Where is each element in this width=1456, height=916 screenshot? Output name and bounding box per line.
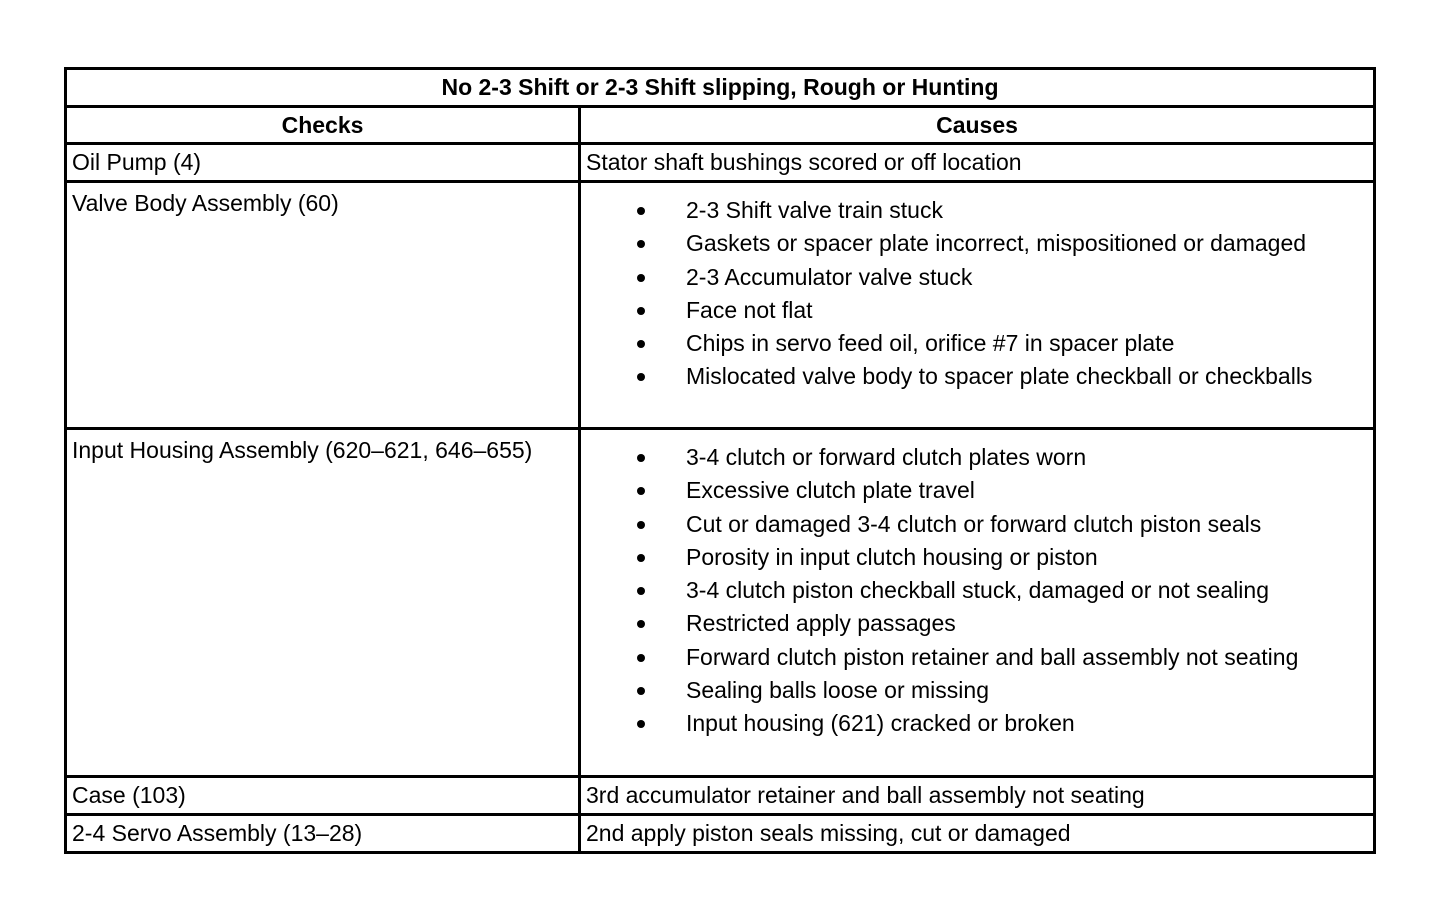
- bullet-icon: [637, 454, 645, 462]
- table-header-row: [66, 107, 1375, 144]
- cause-text: 2-3 Accumulator valve stuck: [686, 263, 973, 290]
- table-row-input-housing: [66, 429, 1375, 777]
- cause-text: 2nd apply piston seals missing, cut or damaged: [586, 820, 1071, 846]
- list-item: [581, 197, 1373, 230]
- list-item: [581, 511, 1373, 544]
- cause-cell: [580, 429, 1375, 777]
- bullet-icon: [637, 373, 645, 381]
- check-label: 2-4 Servo Assembly (13–28): [72, 820, 363, 846]
- table-row-case: [66, 777, 1375, 815]
- check-cell: [66, 144, 580, 182]
- bullet-icon: [637, 521, 645, 529]
- bullet-icon: [637, 720, 645, 728]
- check-cell: [66, 429, 580, 777]
- bullet-icon: [637, 620, 645, 628]
- cause-cell: [580, 144, 1375, 182]
- table-title-row: [66, 69, 1375, 107]
- list-item: [581, 477, 1373, 510]
- causes-list: [581, 183, 1373, 397]
- cause-text: Input housing (621) cracked or broken: [686, 710, 1075, 737]
- cause-text: Sealing balls loose or missing: [686, 677, 989, 704]
- list-item: [581, 577, 1373, 610]
- table-title: No 2-3 Shift or 2-3 Shift slipping, Rough or Hunting: [66, 69, 1375, 107]
- check-label: Oil Pump (4): [72, 149, 202, 175]
- bullet-icon: [637, 240, 645, 248]
- causes-header: Causes: [580, 107, 1375, 144]
- bullet-icon: [637, 487, 645, 495]
- cause-cell: [580, 815, 1375, 853]
- bullet-icon: [637, 587, 645, 595]
- diagnostic-table: [64, 67, 1376, 854]
- table-row-oil-pump: [66, 144, 1375, 182]
- bullet-icon: [637, 654, 645, 662]
- list-item: [581, 610, 1373, 643]
- cause-text: Restricted apply passages: [686, 610, 956, 637]
- bullet-icon: [637, 340, 645, 348]
- cause-cell: [580, 182, 1375, 429]
- cause-text: 3rd accumulator retainer and ball assembly not seating: [586, 782, 1145, 808]
- bullet-icon: [637, 554, 645, 562]
- checks-header: Checks: [66, 107, 580, 144]
- cause-text: Gaskets or spacer plate incorrect, mispositioned or damaged: [686, 230, 1307, 257]
- list-item: [581, 330, 1373, 363]
- bullet-icon: [637, 207, 645, 215]
- cause-text: Cut or damaged 3-4 clutch or forward clutch piston seals: [686, 510, 1262, 537]
- bullet-icon: [637, 274, 645, 282]
- cause-text: Forward clutch piston retainer and ball assembly not seating: [686, 643, 1299, 670]
- cause-text: 3-4 clutch or forward clutch plates worn: [686, 444, 1087, 470]
- cause-text: Porosity in input clutch housing or piston: [686, 543, 1098, 570]
- check-cell: [66, 815, 580, 853]
- cause-text: Face not flat: [686, 296, 813, 323]
- cause-cell: [580, 777, 1375, 815]
- check-label: Case (103): [72, 782, 186, 808]
- cause-text: Excessive clutch plate travel: [686, 477, 975, 504]
- bullet-icon: [637, 687, 645, 695]
- list-item: [581, 363, 1373, 396]
- table-row-servo: [66, 815, 1375, 853]
- check-cell: [66, 182, 580, 429]
- check-label: Input Housing Assembly (620–621, 646–655): [72, 437, 533, 463]
- list-item: [581, 644, 1373, 677]
- list-item: [581, 444, 1373, 477]
- cause-text: Stator shaft bushings scored or off location: [586, 149, 1022, 175]
- bullet-icon: [637, 307, 645, 315]
- list-item: [581, 710, 1373, 743]
- list-item: [581, 677, 1373, 710]
- list-item: [581, 544, 1373, 577]
- list-item: [581, 297, 1373, 330]
- causes-list: [581, 430, 1373, 744]
- list-item: [581, 230, 1373, 263]
- table-row-valve-body: [66, 182, 1375, 429]
- cause-text: 2-3 Shift valve train stuck: [686, 197, 943, 223]
- check-cell: [66, 777, 580, 815]
- list-item: [581, 264, 1373, 297]
- cause-text: Mislocated valve body to spacer plate checkball or checkballs: [686, 363, 1313, 390]
- check-label: Valve Body Assembly (60): [72, 190, 339, 216]
- cause-text: 3-4 clutch piston checkball stuck, damaged or not sealing: [686, 577, 1269, 604]
- cause-text: Chips in servo feed oil, orifice #7 in spacer plate: [686, 330, 1175, 357]
